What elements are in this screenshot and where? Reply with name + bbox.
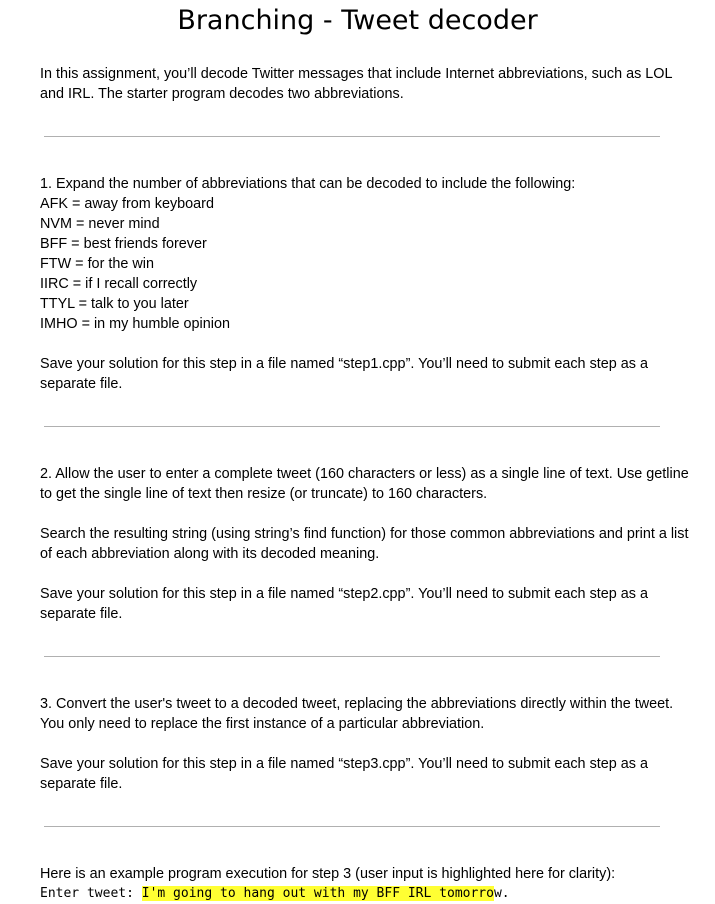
- abbreviation-item: IIRC = if I recall correctly: [40, 276, 198, 292]
- example-intro: Here is an example program execution for step 3 (user input is highlighted here for clarity):: [40, 866, 616, 882]
- step2-paragraph-2: Search the resulting string (using string’s find function) for those common abbreviations and print a list of each abbreviation along with its decoded meaning.: [40, 526, 689, 562]
- step2-save-instruction: Save your solution for this step in a file named “step2.cpp”. You’ll need to submit each step as a separate file.: [40, 586, 648, 622]
- step1-section: [40, 174, 690, 394]
- step3-save-instruction: Save your solution for this step in a file named “step3.cpp”. You’ll need to submit each step as a separate file.: [40, 756, 648, 792]
- example-section: [40, 864, 690, 904]
- divider-3: [40, 624, 690, 694]
- step3-section: [40, 694, 690, 794]
- abbreviation-item: FTW = for the win: [40, 256, 154, 272]
- divider-1: [40, 104, 690, 174]
- example-trailing-period: .: [501, 886, 510, 901]
- abbreviation-item: TTYL = talk to you later: [40, 296, 189, 312]
- abbreviation-item: AFK = away from keyboard: [40, 196, 214, 212]
- example-execution-line: [40, 884, 690, 904]
- divider-2: [40, 394, 690, 464]
- example-user-input-rest: w: [493, 886, 502, 901]
- abbreviation-item: IMHO = in my humble opinion: [40, 316, 230, 332]
- page-title: Branching - Tweet decoder: [177, 5, 538, 36]
- example-user-input-highlighted: I'm going to hang out with my BFF IRL tomorro: [141, 886, 494, 901]
- abbreviation-item: NVM = never mind: [40, 216, 160, 232]
- step2-section: [40, 464, 690, 624]
- divider-4: [40, 794, 690, 864]
- example-prompt: Enter tweet:: [40, 886, 142, 901]
- step3-paragraph-1: 3. Convert the user's tweet to a decoded tweet, replacing the abbreviations directly within the tweet. You only need to replace the first instance of a particular abbreviation.: [40, 696, 674, 732]
- abbreviation-list: [40, 194, 690, 334]
- document-body: [40, 64, 690, 904]
- step2-paragraph-1: 2. Allow the user to enter a complete tweet (160 characters or less) as a single line of text. Use getline to get the single line of text then resize (or truncate) to 160 characters.: [40, 466, 689, 502]
- step1-heading: 1. Expand the number of abbreviations that can be decoded to include the following:: [40, 176, 576, 192]
- intro-paragraph: In this assignment, you’ll decode Twitter messages that include Internet abbreviations, such as LOL and IRL. The starter program decodes two abbreviations.: [40, 66, 672, 102]
- step1-save-instruction: Save your solution for this step in a file named “step1.cpp”. You’ll need to submit each step as a separate file.: [40, 356, 648, 392]
- abbreviation-item: BFF = best friends forever: [40, 236, 207, 252]
